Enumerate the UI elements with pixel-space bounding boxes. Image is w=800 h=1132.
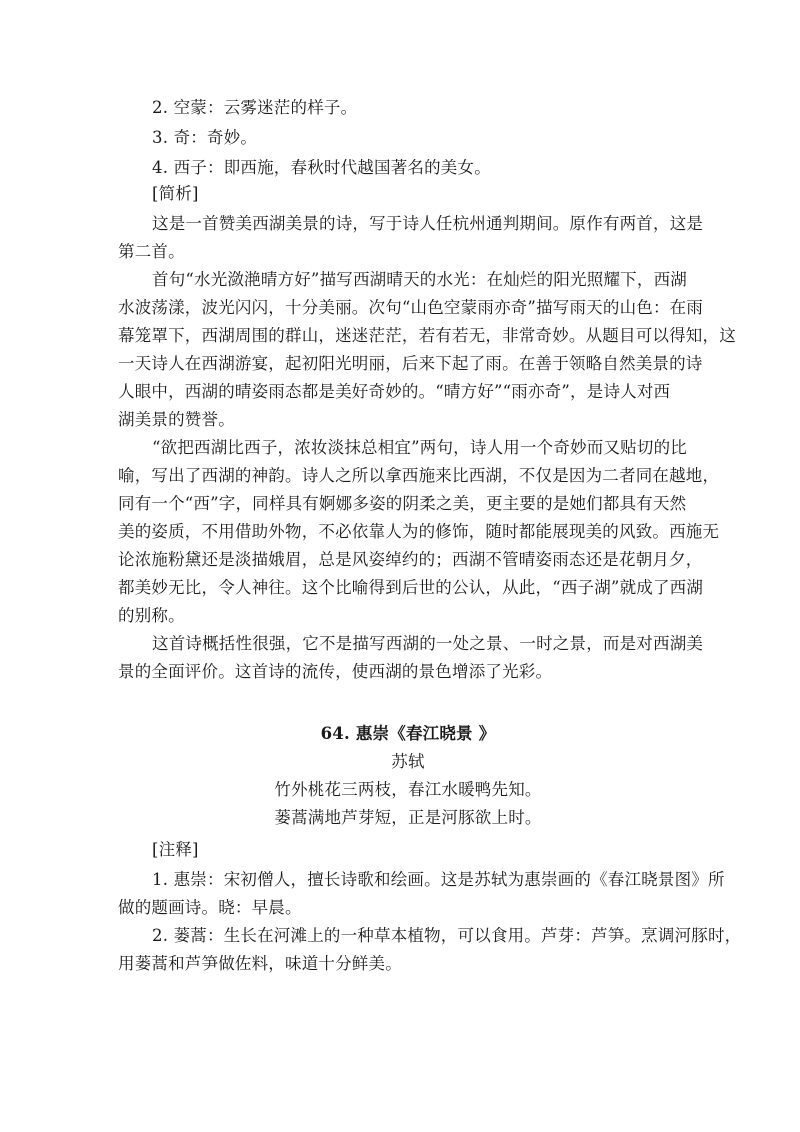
paragraph-2-line: 人眼中，西湖的晴姿雨态都是美好奇妙的。“晴方好”“雨亦奇”，是诗人对西	[118, 382, 671, 401]
analysis-label: [简析]	[152, 184, 199, 203]
paragraph-4-line: 这首诗概括性很强，它不是描写西湖的一处之景、一时之景，而是对西湖美	[152, 634, 704, 653]
paragraph-3-line: 的别称。	[118, 606, 185, 625]
note-2: 2. 空蒙：云雾迷茫的样子。	[152, 98, 358, 117]
note-1-line: 做的题画诗。晓：早晨。	[118, 898, 302, 917]
paragraph-1-line: 第二首。	[118, 242, 185, 261]
poem-title: 64. 惠崇《春江晓景 》	[320, 724, 496, 743]
paragraph-3-line: “欲把西湖比西子，浓妆淡抹总相宜”两句，诗人用一个奇妙而又贴切的比	[152, 438, 687, 457]
note-4: 4. 西子：即西施，春秋时代越国著名的美女。	[152, 158, 491, 177]
paragraph-3-line: 同有一个“西”字，同样具有婀娜多姿的阴柔之美，更主要的是她们都具有天然	[118, 494, 687, 513]
poem-line-1: 竹外桃花三两枝，春江水暖鸭先知。	[274, 780, 542, 799]
paragraph-3-line: 论浓施粉黛还是淡描娥眉，总是风姿绰约的；西湖不管晴姿雨态还是花朝月夕，	[118, 550, 703, 569]
paragraph-3-line: 美的姿质，不用借助外物，不必依靠人为的修饰，随时都能展现美的风致。西施无	[118, 522, 720, 541]
poem-line-2: 蒌蒿满地芦芽短，正是河豚欲上时。	[274, 808, 542, 827]
note-2-line: 用蒌蒿和芦笋做佐料，味道十分鲜美。	[118, 954, 402, 973]
note-2-line: 2. 蒌蒿：生长在河滩上的一种草本植物，可以食用。芦芽：芦笋。烹调河豚时，	[152, 926, 742, 945]
paragraph-1-line: 这是一首赞美西湖美景的诗，写于诗人任杭州通判期间。原作有两首，这是	[152, 214, 704, 233]
paragraph-3-line: 喻，写出了西湖的神韵。诗人之所以拿西施来比西湖，不仅是因为二者同在越地，	[118, 466, 720, 485]
paragraph-2-line: 一天诗人在西湖游宴，起初阳光明丽，后来下起了雨。在善于领略自然美景的诗	[118, 354, 703, 373]
paragraph-2-line: 水波荡漾，波光闪闪，十分美丽。次句“山色空蒙雨亦奇”描写雨天的山色：在雨	[118, 298, 704, 317]
paragraph-2-line: 幕笼罩下，西湖周围的群山，迷迷茫茫，若有若无，非常奇妙。从题目可以得知，这	[118, 326, 736, 345]
note-1-line: 1. 惠崇：宋初僧人，擅长诗歌和绘画。这是苏轼为惠崇画的《春江晓景图》所	[152, 870, 725, 889]
notes-label: [注释]	[152, 840, 199, 859]
paragraph-2-line: 首句“水光潋滟晴方好”描写西湖晴天的水光：在灿烂的阳光照耀下，西湖	[152, 270, 687, 289]
paragraph-4-line: 景的全面评价。这首诗的流传，使西湖的景色增添了光彩。	[118, 662, 553, 681]
paragraph-3-line: 都美妙无比，令人神往。这个比喻得到后世的公认，从此，“西子湖”就成了西湖	[118, 578, 704, 597]
note-3: 3. 奇：奇妙。	[152, 128, 258, 147]
poem-author: 苏轼	[391, 752, 425, 771]
paragraph-2-line: 湖美景的赞誉。	[118, 410, 235, 429]
